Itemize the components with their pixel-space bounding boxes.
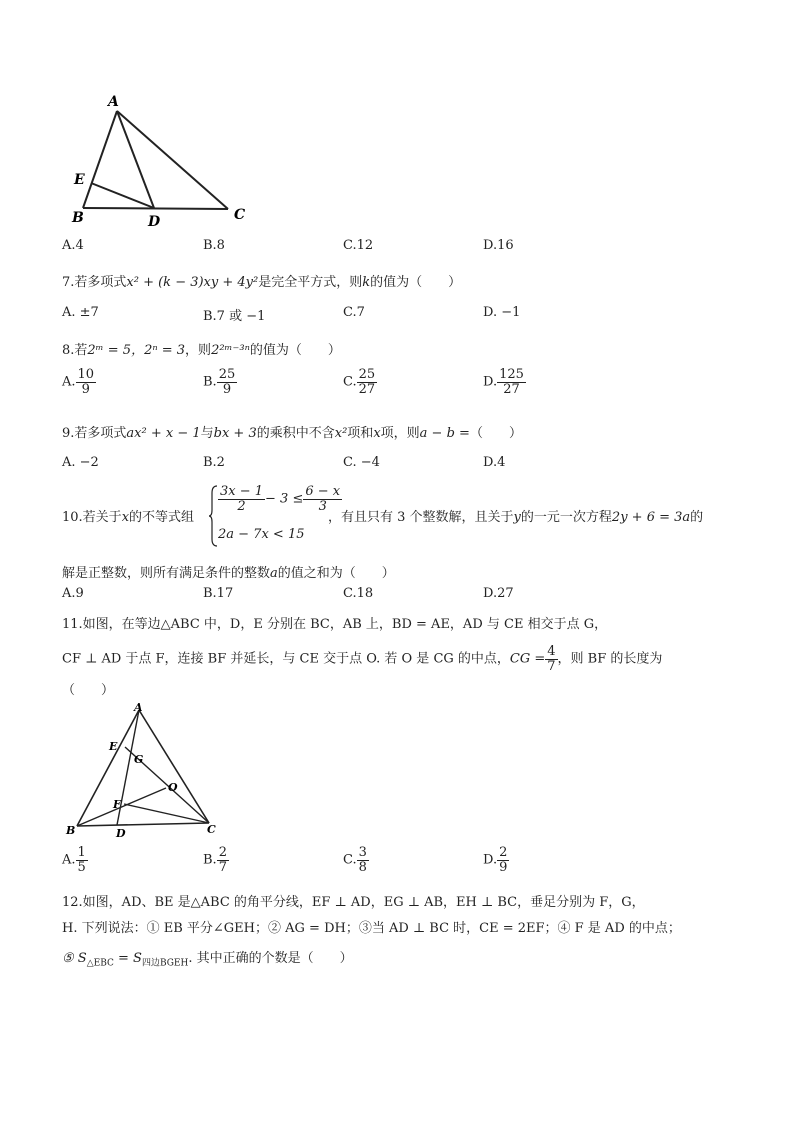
q8-c-letter: C. bbox=[343, 374, 357, 390]
q7-option-c[interactable]: C.7 bbox=[343, 305, 365, 320]
q12-line3a: ⑤ S bbox=[62, 951, 87, 966]
q7-option-d[interactable]: D. −1 bbox=[483, 305, 521, 320]
q10-ineq-mid: − 3 ≤ bbox=[265, 491, 304, 507]
q9-p1: ax² + x − 1 bbox=[126, 426, 201, 441]
q7-mid: 是完全平方式，则 bbox=[258, 275, 363, 290]
q12-line3c: . 其中正确的个数是（ ） bbox=[188, 951, 353, 966]
q10-brace bbox=[208, 485, 218, 547]
q10-eq: 2y + 6 = 3a bbox=[611, 510, 691, 525]
q8-b-fraction: $\frac{25}{9}$ bbox=[218, 367, 236, 397]
q6-option-b[interactable]: B.8 bbox=[203, 238, 225, 253]
q8-mid: ，则 bbox=[185, 343, 212, 358]
q12-sub1: △EBC bbox=[86, 958, 114, 969]
q11-d-letter: D. bbox=[483, 852, 498, 868]
q8-d-letter: D. bbox=[483, 374, 498, 390]
q9-option-d[interactable]: D.4 bbox=[483, 455, 506, 470]
q7-post: 的值为（ ） bbox=[370, 275, 462, 290]
triangle-figure-1 bbox=[60, 88, 260, 233]
q9-mid3: 项和 bbox=[347, 426, 374, 441]
q11-option-a[interactable] bbox=[62, 846, 88, 874]
q6-option-d[interactable]: D.16 bbox=[483, 238, 514, 253]
q10-frac-1: $\frac{3x - 1}{2}$ bbox=[220, 484, 264, 514]
q10-var2: y bbox=[513, 510, 521, 525]
q7-option-b[interactable]: B.7 或 −1 bbox=[203, 309, 266, 324]
fig2-label-D: D bbox=[116, 827, 126, 840]
q10-post2: 的一元一次方程 bbox=[520, 510, 612, 525]
fig2-label-B: B bbox=[66, 824, 76, 837]
q11-c-fraction: $\frac{3}{8}$ bbox=[358, 845, 367, 875]
q7-pre: 7.若多项式 bbox=[62, 275, 127, 290]
q8-post: 的值为（ ） bbox=[249, 343, 341, 358]
q8-b-letter: B. bbox=[203, 374, 217, 390]
question-10-tail bbox=[328, 506, 703, 525]
q11-c-letter: C. bbox=[343, 852, 357, 868]
question-11-line1: 11.如图，在等边△ABC 中，D，E 分别在 BC，AB 上，BD = AE，AD 与 CE 相交于点 G， bbox=[62, 617, 608, 632]
q8-option-a[interactable] bbox=[62, 368, 96, 396]
q9-mid2: 的乘积中不含 bbox=[256, 426, 335, 441]
q11-cg-fraction: $\frac{4}{7}$ bbox=[547, 644, 556, 674]
q10-option-a[interactable]: A.9 bbox=[62, 586, 84, 601]
q9-mid1: 与 bbox=[200, 426, 214, 441]
q8-option-b[interactable] bbox=[203, 368, 237, 396]
q9-post: （ ） bbox=[469, 426, 522, 441]
q12-sub2: 四边BGEH bbox=[141, 958, 189, 969]
q10-pre: 10.若关于 bbox=[62, 510, 122, 525]
q9-t2: x bbox=[373, 426, 381, 441]
q10-var3: a bbox=[270, 566, 278, 581]
q10-inequality-1 bbox=[218, 485, 342, 513]
q11-line2b: ，则 BF 的长度为 bbox=[557, 651, 663, 667]
question-10-lead bbox=[62, 506, 194, 525]
fig2-label-E: E bbox=[109, 740, 118, 753]
q11-a-fraction: $\frac{1}{5}$ bbox=[77, 845, 86, 875]
fig2-label-G: G bbox=[134, 753, 144, 766]
q10-post1: ，有且只有 3 个整数解，且关于 bbox=[328, 510, 514, 525]
question-11-line2 bbox=[62, 645, 662, 673]
question-12-line3 bbox=[62, 947, 353, 969]
q11-cg: CG = bbox=[509, 651, 546, 667]
q9-t1: x² bbox=[334, 426, 348, 441]
q9-option-c[interactable]: C. −4 bbox=[343, 455, 380, 470]
q10-mid: 的不等式组 bbox=[129, 510, 195, 525]
q11-a-letter: A. bbox=[62, 852, 76, 868]
triangle-figure-2 bbox=[60, 700, 230, 842]
q7-var: k bbox=[362, 275, 371, 290]
q10-post3: 的 bbox=[690, 510, 704, 525]
question-8 bbox=[62, 339, 341, 358]
q9-option-a[interactable]: A. −2 bbox=[62, 455, 99, 470]
q8-d-fraction: $\frac{125}{27}$ bbox=[499, 367, 524, 397]
q10-line2: 解是正整数，则所有满足条件的整数 bbox=[62, 566, 271, 581]
q11-b-letter: B. bbox=[203, 852, 217, 868]
q10-option-b[interactable]: B.17 bbox=[203, 586, 234, 601]
q8-a-letter: A. bbox=[62, 374, 76, 390]
question-12-line2: H. 下列说法：① EB 平分∠GEH；② AG = DH；③当 AD ⊥ BC 时，CE = 2EF；④ F 是 AD 的中点； bbox=[62, 921, 681, 936]
fig2-label-C: C bbox=[207, 823, 216, 836]
label-B: B bbox=[72, 210, 84, 226]
q9-expr: a − b = bbox=[419, 426, 470, 441]
question-11-line3: （ ） bbox=[62, 683, 115, 698]
q7-option-a[interactable]: A. ±7 bbox=[62, 305, 99, 320]
q9-pre: 9.若多项式 bbox=[62, 426, 127, 441]
q8-cond: 2ᵐ = 5，2ⁿ = 3 bbox=[87, 343, 186, 358]
q10-option-c[interactable]: C.18 bbox=[343, 586, 374, 601]
fig2-label-O: O bbox=[168, 781, 178, 794]
q10-inequality-2: 2a − 7x < 15 bbox=[218, 527, 305, 542]
question-9 bbox=[62, 422, 522, 441]
fig2-label-F: F bbox=[113, 798, 121, 811]
q10-line2b: 的值之和为（ ） bbox=[277, 566, 395, 581]
q12-line3b: = S bbox=[113, 951, 142, 966]
fig2-label-A: A bbox=[134, 701, 143, 714]
q7-expr: x² + (k − 3)xy + 4y² bbox=[126, 275, 259, 290]
q11-option-b[interactable] bbox=[203, 846, 229, 874]
label-D: D bbox=[148, 214, 161, 230]
q8-option-c[interactable] bbox=[343, 368, 377, 396]
q11-b-fraction: $\frac{2}{7}$ bbox=[218, 845, 227, 875]
q9-option-b[interactable]: B.2 bbox=[203, 455, 225, 470]
question-7 bbox=[62, 271, 461, 290]
label-C: C bbox=[234, 207, 246, 223]
question-10-line2 bbox=[62, 562, 395, 581]
q8-option-d[interactable] bbox=[483, 368, 526, 396]
q10-option-d[interactable]: D.27 bbox=[483, 586, 514, 601]
q11-option-d[interactable] bbox=[483, 846, 509, 874]
q8-pre: 8.若 bbox=[62, 343, 88, 358]
q6-option-c[interactable]: C.12 bbox=[343, 238, 374, 253]
label-A: A bbox=[108, 94, 119, 110]
label-E: E bbox=[74, 172, 85, 188]
q11-line2a: CF ⊥ AD 于点 F，连接 BF 并延长，与 CE 交于点 O. 若 O 是 CG 的中点， bbox=[62, 651, 510, 667]
q6-option-a[interactable]: A.4 bbox=[62, 238, 84, 253]
q10-frac-2: $\frac{6 - x}{3}$ bbox=[305, 484, 341, 514]
q8-c-fraction: $\frac{25}{27}$ bbox=[358, 367, 376, 397]
q9-mid4: 项，则 bbox=[380, 426, 420, 441]
q10-var: x bbox=[121, 510, 130, 525]
q11-option-c[interactable] bbox=[343, 846, 369, 874]
q11-d-fraction: $\frac{2}{9}$ bbox=[499, 845, 508, 875]
q9-p2: bx + 3 bbox=[213, 426, 257, 441]
q8-expr: 2²ᵐ⁻³ⁿ bbox=[211, 343, 250, 358]
q8-a-fraction: $\frac{10}{9}$ bbox=[77, 367, 95, 397]
question-12-line1: 12.如图，AD、BE 是△ABC 的角平分线，EF ⊥ AD，EG ⊥ AB，EH ⊥ BC，垂足分别为 F，G， bbox=[62, 895, 645, 910]
